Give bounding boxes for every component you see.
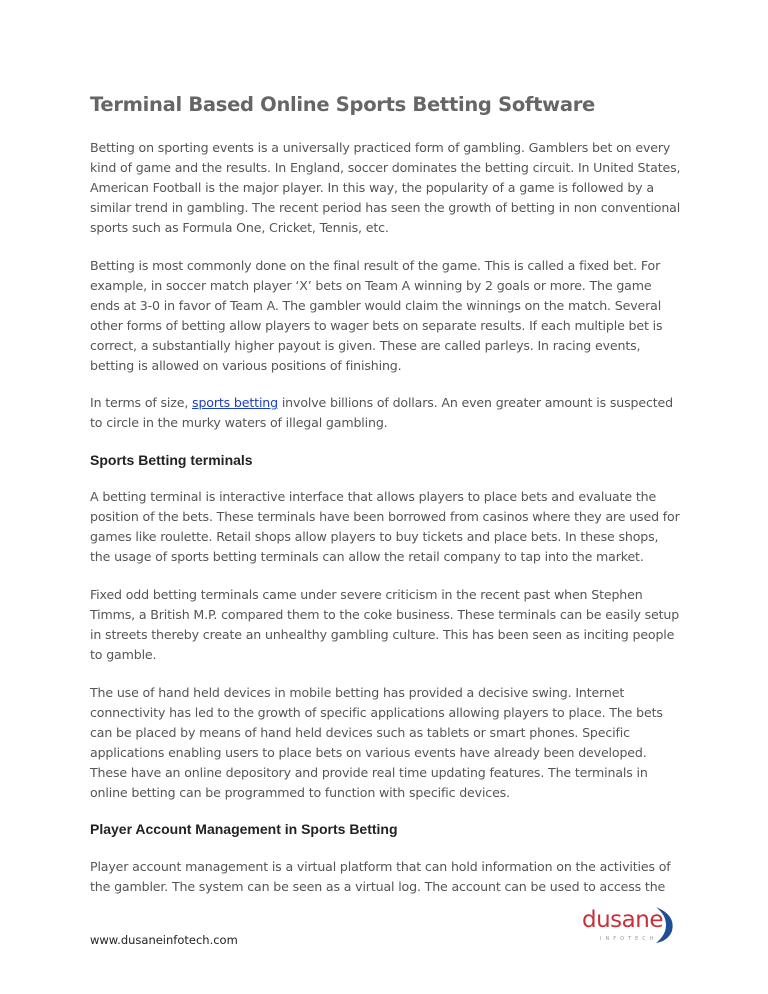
paragraph <box>90 487 682 567</box>
paragraph <box>90 585 682 665</box>
paragraph-text: The use of hand held devices in mobile betting has provided a decisive swing. Internet connectivity has led to the growth of specific applications allowing players to place. The bets can be placed by means of hand held devices such as tablets or smart phones. Specific applications enabling users to place bets on various events have already been developed. These have an online depository and provide real time updating features. The terminals in online betting can be programmed to function with specific devices. <box>90 685 663 800</box>
paragraph-fixed-bet <box>90 256 682 376</box>
logo-subtitle: INFOTECH <box>600 936 658 942</box>
paragraph <box>90 857 682 897</box>
dusane-logo <box>580 905 680 950</box>
page-title: Terminal Based Online Sports Betting Software <box>90 93 595 116</box>
text: In terms of size, <box>90 395 193 410</box>
paragraph <box>90 683 682 803</box>
sports-betting-link[interactable]: sports betting <box>192 395 278 410</box>
logo-wordmark: dusane <box>582 907 663 933</box>
paragraph-text <box>90 393 682 433</box>
paragraph-intro <box>90 138 682 238</box>
paragraph-text: A betting terminal is interactive interface that allows players to place bets and evaluate the position of the bets. These terminals have been borrowed from casinos where they are used for games like roulette. Retail shops allow players to buy tickets and place bets. In these shops, the usage of sports betting terminals can allow the retail company to tap into the market. <box>90 489 680 564</box>
footer-url: www.dusaneinfotech.com <box>90 933 238 947</box>
paragraph-text: Player account management is a virtual platform that can hold information on the activities of the gambler. The system can be seen as a virtual log. The account can be used to access the <box>90 859 671 894</box>
section-heading-terminals: Sports Betting terminals <box>90 452 253 468</box>
text: involve billions of dollars. An even greater amount is suspected to circle in the murky waters of illegal gambling. <box>90 395 673 430</box>
paragraph-text: Betting on sporting events is a universally practiced form of gambling. Gamblers bet on every kind of game and the results. In England, soccer dominates the betting circuit. In United States, American Football is the major player. In this way, the popularity of a game is followed by a similar trend in gambling. The recent period has seen the growth of betting in non conventional sports such as Formula One, Cricket, Tennis, etc. <box>90 140 681 235</box>
logo-arc-icon <box>652 905 678 945</box>
section-heading-player-account: Player Account Management in Sports Betting <box>90 821 398 837</box>
paragraph-text: Betting is most commonly done on the final result of the game. This is called a fixed bet. For example, in soccer match player ‘X’ bets on Team A winning by 2 goals or more. The game ends at 3-0 in favor of Team A. The gambler would claim the winnings on the match. Several other forms of betting allow players to wager bets on separate results. If each multiple bet is correct, a substantially higher payout is given. These are called parleys. In racing events, betting is allowed on various positions of finishing. <box>90 258 663 373</box>
paragraph-size <box>90 393 682 433</box>
paragraph-text: Fixed odd betting terminals came under severe criticism in the recent past when Stephen Timms, a British M.P. compared them to the coke business. These terminals can be easily setup in streets thereby create an unhealthy gambling culture. This has been seen as inciting people to gamble. <box>90 587 680 662</box>
